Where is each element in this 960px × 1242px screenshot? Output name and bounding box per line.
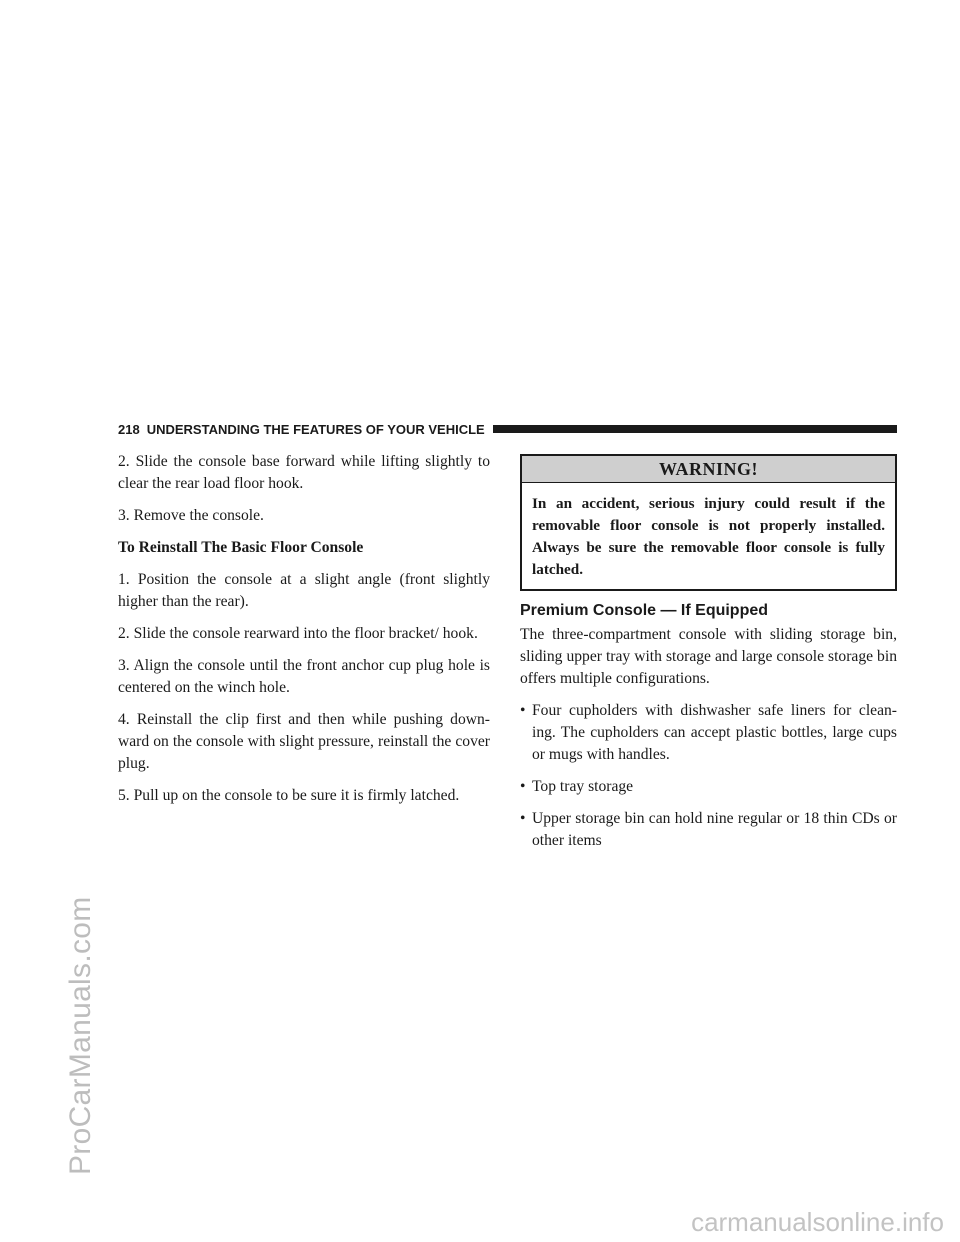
step-2: 2. Slide the console base forward while lifting slightly to clear the rear load floor hook. bbox=[118, 453, 490, 492]
section-title: UNDERSTANDING THE FEATURES OF YOUR VEHICLE bbox=[146, 421, 485, 437]
warning-box bbox=[520, 454, 897, 591]
premium-console-intro: The three-compartment console with sliding storage bin, sliding upper tray with storage and large console storage bin offers multiple configurations. bbox=[520, 626, 897, 687]
reinstall-step-2: 2. Slide the console rearward into the floor bracket/ hook. bbox=[118, 625, 478, 642]
right-column bbox=[520, 454, 897, 862]
list-item bbox=[520, 808, 897, 852]
watermark-carmanualsonline: carmanualsonline.info bbox=[691, 1207, 944, 1237]
reinstall-step-1: 1. Position the console at a slight angle (front slightly higher than the rear). bbox=[118, 571, 490, 610]
reinstall-subheading: To Reinstall The Basic Floor Console bbox=[118, 539, 364, 556]
list-item bbox=[520, 700, 897, 766]
premium-console-heading: Premium Console — If Equipped bbox=[520, 602, 769, 619]
list-item-text: Four cupholders with dishwasher safe liners for clean- ing. The cupholders can accept plastic bottles, large cups or mugs with handles. bbox=[532, 702, 897, 763]
page-number: 218 bbox=[118, 421, 140, 437]
page-header bbox=[118, 419, 897, 439]
reinstall-step-3: 3. Align the console until the front anchor cup plug hole is centered on the winch hole. bbox=[118, 657, 490, 696]
step-3: 3. Remove the console. bbox=[118, 507, 264, 524]
reinstall-step-4: 4. Reinstall the clip first and then while pushing down- ward on the console with slight pressure, reinstall the cover plug. bbox=[118, 711, 490, 772]
watermark-procarmanuals: ProCarManuals.com bbox=[64, 896, 97, 1175]
list-item-text: Upper storage bin can hold nine regular or 18 thin CDs or other items bbox=[532, 810, 897, 849]
feature-list bbox=[520, 700, 897, 852]
warning-body: In an accident, serious injury could result if the removable floor console is not properly installed. Always be sure the removable floor console is fully latched. bbox=[532, 495, 885, 578]
list-item-text: Top tray storage bbox=[532, 778, 634, 795]
list-item bbox=[520, 776, 897, 798]
bullet-icon: • bbox=[520, 810, 526, 827]
reinstall-step-5: 5. Pull up on the console to be sure it is firmly latched. bbox=[118, 787, 460, 804]
header-rule bbox=[493, 425, 897, 433]
warning-title: WARNING! bbox=[522, 456, 895, 483]
bullet-icon: • bbox=[520, 778, 526, 795]
bullet-icon: • bbox=[520, 702, 526, 719]
left-column bbox=[118, 451, 490, 817]
